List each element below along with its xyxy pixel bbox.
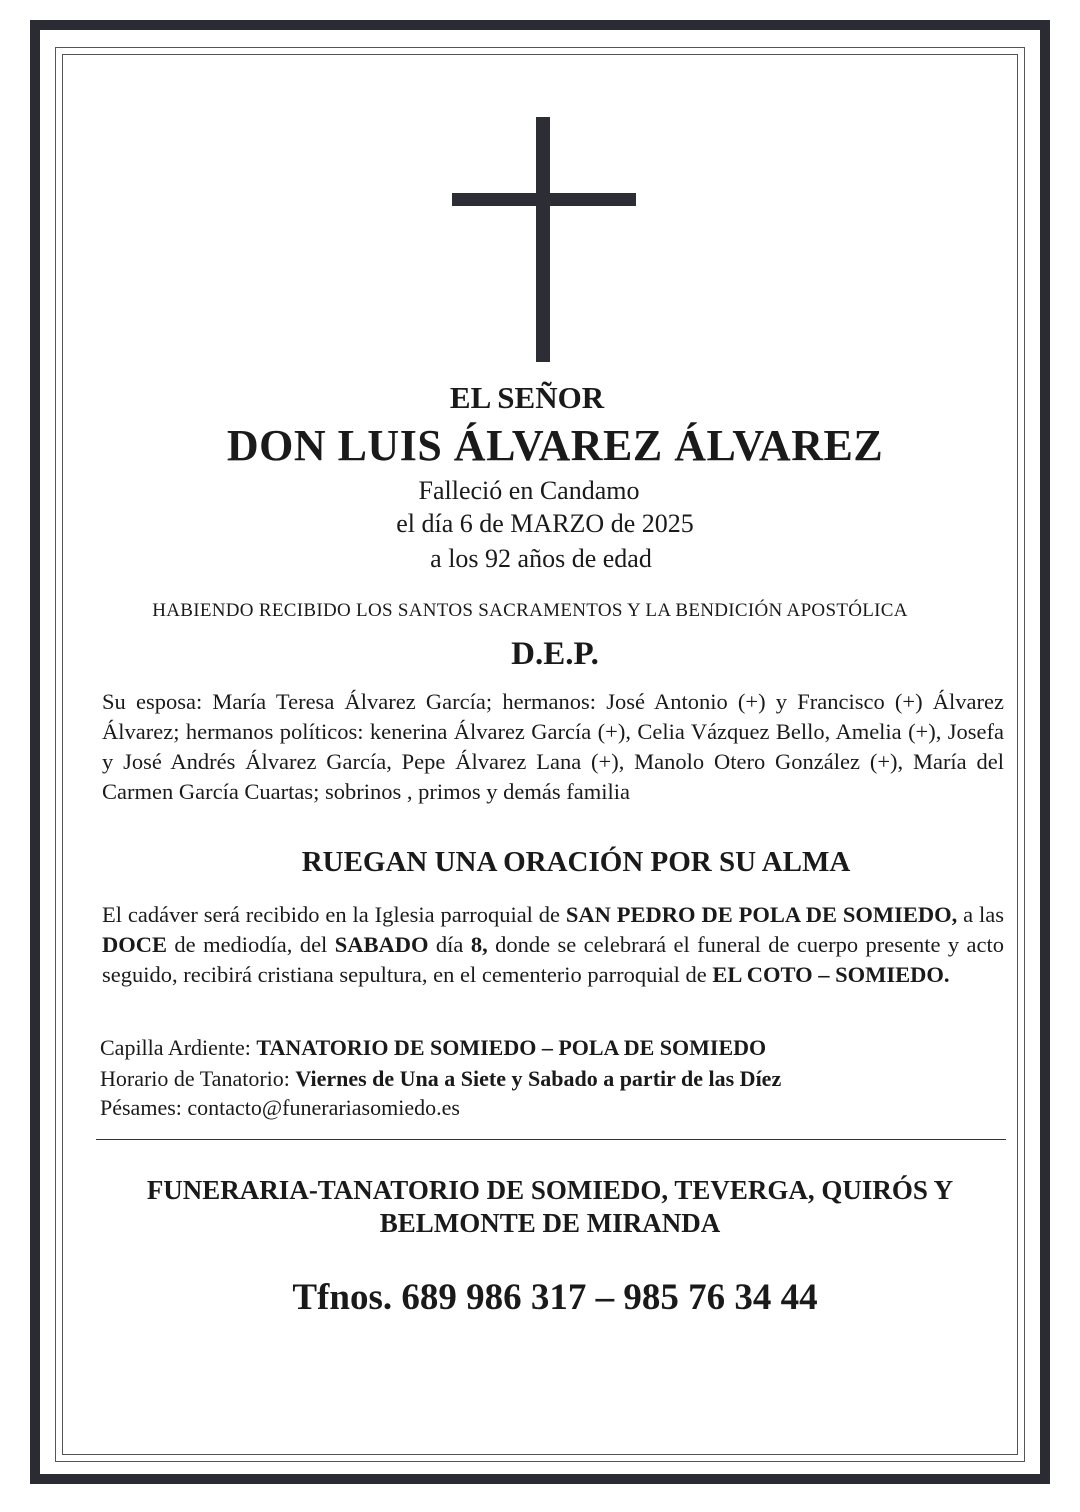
family-list: Su esposa: María Teresa Álvarez García; hermanos: José Antonio (+) y Francisco (+) Álvarez Álvarez; hermanos políticos: kenerina Álvarez García (+), Celia Vázquez Bello, Amelia (+), Josefa y José Andrés Álvarez García, Pepe Álvarez Lana (+), Manolo Otero González (+), María del Carmen García Cuartas; sobrinos , primos y demás familia [102, 689, 1004, 804]
condolences-email[interactable]: contacto@funerariasomiedo.es [187, 1095, 460, 1120]
chapel-info: Capilla Ardiente: TANATORIO DE SOMIEDO – POLA DE SOMIEDO [100, 1035, 767, 1060]
age: a los 92 años de edad [430, 544, 652, 573]
cross-icon [536, 117, 550, 362]
death-date: el día 6 de MARZO de 2025 [396, 509, 694, 538]
hours-info: Horario de Tanatorio: Viernes de Una a Siete y Sabado a partir de las Díez [100, 1066, 782, 1091]
funeral-details: El cadáver será recibido en la Iglesia parroquial de SAN PEDRO DE POLA DE SOMIEDO, a las DOCE de mediodía, del SABADO día 8, donde se celebrará el funeral de cuerpo presente y acto seguido, recibirá cristiana sepultura, en el cementerio parroquial de EL COTO – SOMIEDO. [102, 902, 1005, 987]
death-place: Falleció en Candamo [418, 476, 640, 505]
divider [96, 1139, 1006, 1140]
rip: D.E.P. [511, 636, 599, 672]
deceased-name: DON LUIS ÁLVAREZ ÁLVAREZ [226, 421, 884, 470]
prayer-request: RUEGAN UNA ORACIÓN POR SU ALMA [301, 846, 851, 878]
condolences-info: Pésames: contacto@funerariasomiedo.es [100, 1095, 460, 1120]
phone-numbers: Tfnos. 689 986 317 – 985 76 34 44 [292, 1277, 818, 1318]
funeral-home: FUNERARIA-TANATORIO DE SOMIEDO, TEVERGA, QUIRÓS Y BELMONTE DE MIRANDA [146, 1175, 954, 1238]
title-prefix: EL SEÑOR [449, 380, 605, 415]
sacraments-note: HABIENDO RECIBIDO LOS SANTOS SACRAMENTOS Y LA BENDICIÓN APOSTÓLICA [152, 600, 908, 621]
cross-icon-bar [452, 193, 636, 206]
